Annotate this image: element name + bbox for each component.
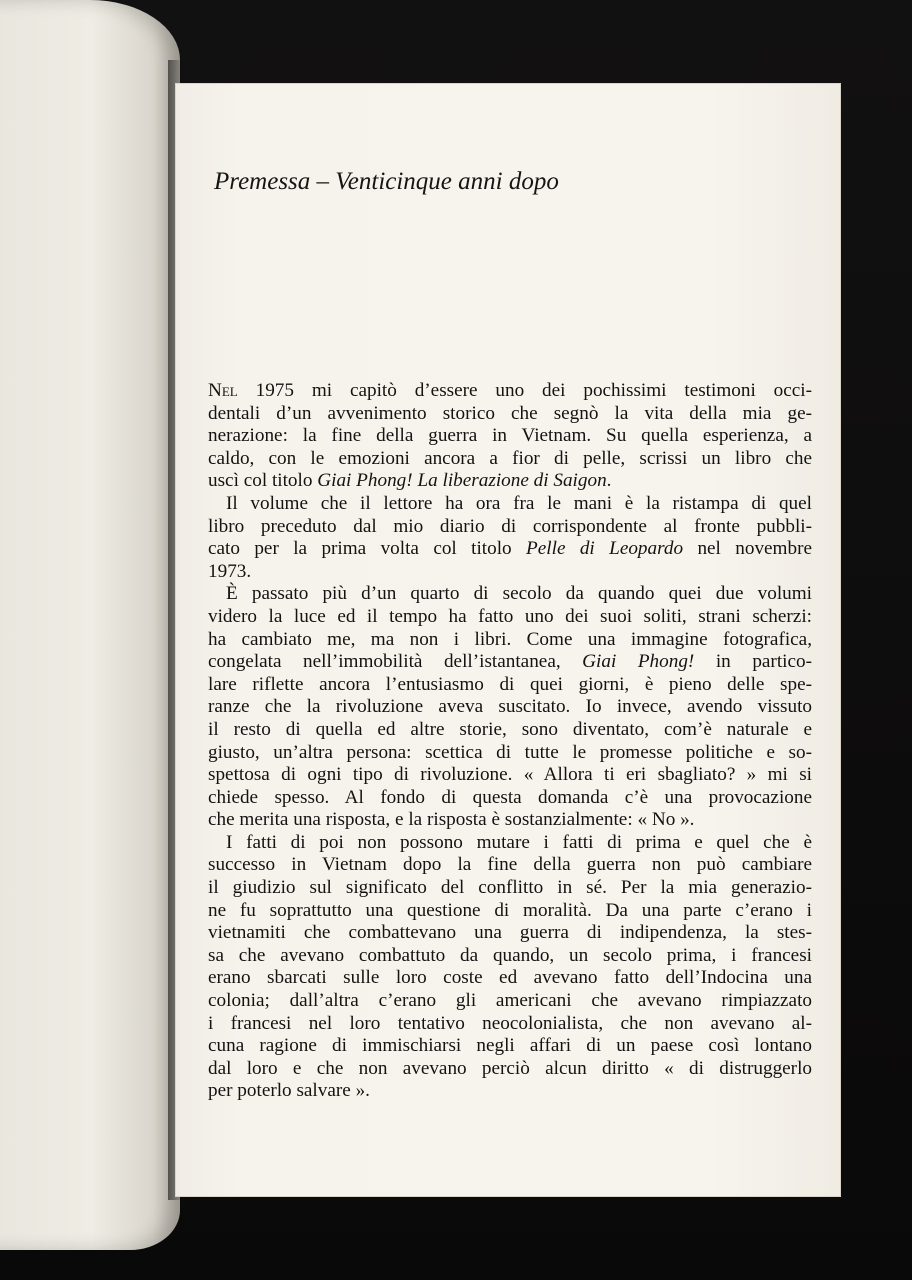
italic-title-text: Giai Phong! La liberazione di Saigon — [317, 470, 607, 492]
text-line — [208, 651, 812, 674]
text-line — [208, 877, 812, 900]
text-run: per poterlo salvare ». — [208, 1080, 370, 1102]
paragraph — [208, 832, 812, 1103]
text-run: ha cambiato me, ma non i libri. Come una immagine fotografica, — [208, 628, 812, 650]
text-line — [208, 380, 812, 403]
text-run: che merita una risposta, e la risposta è sostanzialmente: « No ». — [208, 809, 695, 831]
italic-title-text: Pelle di Leopardo — [526, 538, 684, 560]
text-run: erano sbarcati sulle loro coste ed avevano fatto dell’Indocina una — [208, 967, 812, 989]
text-line — [208, 629, 812, 652]
text-line — [208, 1080, 812, 1103]
book-page — [176, 84, 840, 1196]
text-line — [208, 561, 812, 584]
text-run: successo in Vietnam dopo la fine della guerra non può cambiare — [208, 854, 812, 876]
text-run: il resto di quella ed altre storie, sono diventato, com’è naturale e — [208, 718, 812, 740]
text-run: lare riflette ancora l’entusiasmo di quei giorni, è pieno delle spe- — [208, 673, 812, 695]
text-run: cuna ragione di immischiarsi negli affari di un paese così lontano — [208, 1035, 812, 1057]
text-line — [208, 1058, 812, 1081]
text-line — [208, 900, 812, 923]
paragraph — [208, 583, 812, 832]
left-page-show-through — [20, 110, 140, 158]
text-run: uscì col titolo — [208, 470, 318, 492]
text-line — [208, 967, 812, 990]
text-line — [208, 674, 812, 697]
text-line — [208, 922, 812, 945]
paragraph — [208, 493, 812, 583]
text-run: il giudizio sul significato del conflitto in sé. Per la mia generazio- — [208, 877, 812, 899]
paragraph — [208, 380, 812, 493]
text-line — [208, 448, 812, 471]
text-line — [208, 719, 812, 742]
text-line — [208, 538, 812, 561]
text-run: colonia; dall’altra c’erano gli americani che avevano rimpiazzato — [208, 990, 812, 1012]
text-run: sa che avevano combattuto da quando, un secolo prima, i francesi — [208, 944, 812, 966]
text-run: . — [606, 470, 612, 492]
text-line — [208, 945, 812, 968]
text-line — [208, 990, 812, 1013]
text-line — [208, 1035, 812, 1058]
text-line — [208, 787, 812, 810]
text-line — [208, 493, 812, 516]
text-run: 1973. — [208, 560, 252, 582]
text-line — [208, 606, 812, 629]
text-line — [208, 854, 812, 877]
text-line — [208, 470, 812, 493]
text-run: in partico- — [694, 651, 812, 673]
text-run: caldo, con le emozioni ancora a fior di pelle, scrissi un libro che — [208, 447, 812, 469]
chapter-title: Premessa – Venticinque anni dopo — [214, 168, 559, 195]
text-run: nel novembre — [683, 538, 812, 560]
text-run: videro la luce ed il tempo ha fatto uno dei suoi soliti, strani scherzi: — [208, 605, 812, 627]
text-run: Il volume che il lettore ha ora fra le mani è la ristampa di quel — [226, 492, 812, 514]
text-line — [208, 583, 812, 606]
italic-title-text: Giai Phong! — [582, 651, 695, 673]
text-run: chiede spesso. Al fondo di questa domanda c’è una provocazione — [208, 786, 812, 808]
text-line — [208, 1013, 812, 1036]
text-run: Nel — [208, 380, 238, 401]
text-run: È passato più d’un quarto di secolo da quando quei due volumi — [226, 583, 812, 605]
text-line — [208, 403, 812, 426]
text-run: cato per la prima volta col titolo — [208, 538, 527, 560]
text-line — [208, 516, 812, 539]
text-line — [208, 764, 812, 787]
text-run: ne fu soprattutto una questione di moralità. Da una parte c’erano i — [208, 899, 812, 921]
text-run: nerazione: la fine della guerra in Vietnam. Su quella esperienza, a — [208, 425, 812, 447]
body-text — [208, 380, 812, 1103]
text-line — [208, 809, 812, 832]
text-run: 1975 mi capitò d’essere uno dei pochissimi testimoni occi- — [237, 380, 812, 401]
text-run: giusto, un’altra persona: scettica di tutte le promesse politiche e so- — [208, 741, 812, 763]
text-run: dentali d’un avvenimento storico che segnò la vita della mia ge- — [208, 402, 812, 424]
text-run: I fatti di poi non possono mutare i fatti di prima e quel che è — [226, 831, 812, 853]
text-line — [208, 425, 812, 448]
text-line — [208, 742, 812, 765]
text-run: dal loro e che non avevano perciò alcun diritto « di distruggerlo — [208, 1057, 812, 1079]
text-line — [208, 696, 812, 719]
text-run: congelata nell’immobilità dell’istantanea, — [208, 651, 583, 673]
text-run: ranze che la rivoluzione aveva suscitato. Io invece, avendo vissuto — [208, 696, 812, 718]
text-run: vietnamiti che combattevano una guerra di indipendenza, la stes- — [208, 922, 812, 944]
text-line — [208, 832, 812, 855]
text-run: spettosa di ogni tipo di rivoluzione. « Allora ti eri sbagliato? » mi si — [208, 764, 812, 786]
text-run: i francesi nel loro tentativo neocolonialista, che non avevano al- — [208, 1012, 812, 1034]
left-facing-page — [0, 0, 180, 1250]
text-run: libro preceduto dal mio diario di corrispondente al fronte pubbli- — [208, 515, 812, 537]
